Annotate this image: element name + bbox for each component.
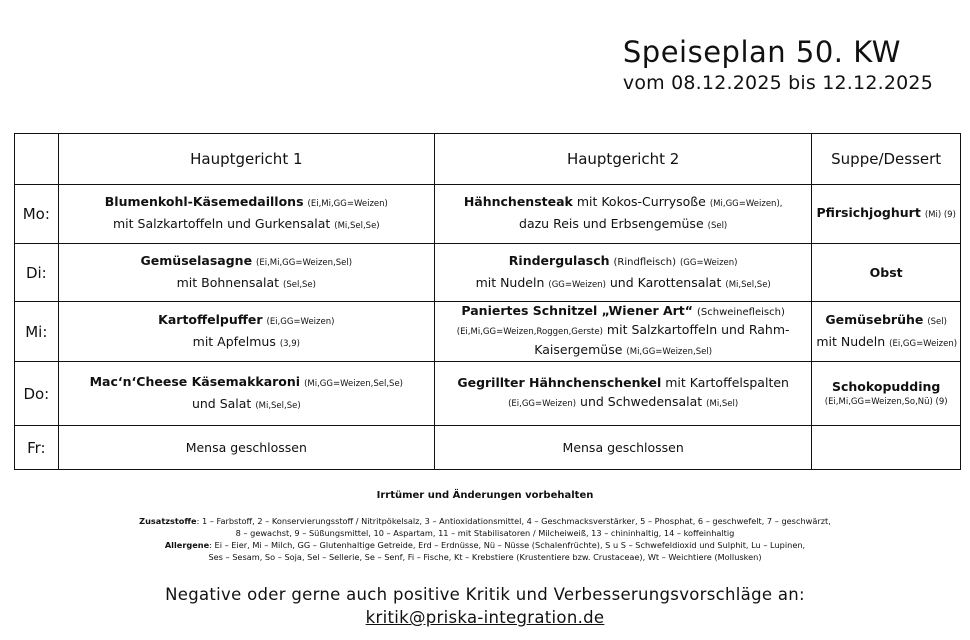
- allergens-text: Ses – Sesam, So – Soja, Sel – Sellerie, Se – Senf, Fi – Fische, Kt – Krebstiere (Krustentiere bzw. Crustaceae), Wt – Weichtiere (Mollusken): [208, 552, 762, 562]
- cell-main1: [58, 185, 434, 244]
- feedback-email-link[interactable]: kritik@priska-integration.de: [365, 608, 605, 627]
- date-range: vom 08.12.2025 bis 12.12.2025: [622, 72, 933, 94]
- allergen-code: (Mi,GG=Weizen),: [709, 199, 783, 209]
- allergen-code: (3,9): [279, 338, 300, 349]
- closed-notice: Mensa geschlossen: [185, 440, 307, 455]
- menu-table: [14, 133, 961, 470]
- cell-main2: [434, 244, 811, 302]
- table-row: [15, 302, 961, 362]
- allergen-code: (Mi,Sel,Se): [255, 400, 301, 411]
- dish-name: Hähnchensteak: [463, 194, 573, 209]
- dish-name: Mac‘n‘Cheese Käsemakkaroni: [89, 373, 301, 389]
- day-label: Mi:: [15, 302, 59, 362]
- table-row: [15, 185, 961, 244]
- dish-description: (Schweinefleisch): [696, 307, 785, 318]
- cell-soup-dessert: [812, 185, 961, 244]
- additives-text: 8 – gewachst, 9 – Süßungsmittel, 10 – Aspartam, 11 – mit Stabilisatoren / Milcheiweiß, 13 – chininhaltig, 14 – koffeinhaltig: [235, 528, 735, 538]
- allergen-code: (Ei,GG=Weizen): [266, 316, 335, 327]
- dish-name: Schokopudding: [831, 379, 941, 394]
- allergen-code: (Ei,Mi,GG=Weizen,Roggen,Gerste): [456, 327, 603, 337]
- dish-side: Kaisergemüse: [534, 342, 623, 357]
- dish-side: mit Bohnensalat: [176, 274, 280, 290]
- cell-soup-dessert: [812, 426, 961, 470]
- dish-name: Gemüselasagne: [140, 252, 253, 268]
- dish-side: und Karottensalat: [609, 274, 722, 290]
- dish-name: Kartoffelpuffer: [158, 311, 263, 327]
- allergen-code: (Mi,Sel,Se): [334, 221, 380, 231]
- allergen-code: (Ei,Mi,GG=Weizen,Sel): [256, 257, 353, 268]
- cell-main1: [58, 362, 434, 426]
- additives-legend: [0, 515, 970, 563]
- day-label: Mo:: [15, 185, 59, 244]
- dish-side: mit Apfelmus: [192, 333, 276, 349]
- dish-name: Paniertes Schnitzel „Wiener Art“: [461, 303, 693, 318]
- column-header-day: [15, 134, 59, 185]
- cell-main1: [58, 426, 434, 470]
- dish-name: Gegrillter Hähnchenschenkel: [457, 375, 662, 390]
- disclaimer: Irrtümer und Änderungen vorbehalten: [376, 490, 594, 501]
- cell-soup-dessert: [812, 244, 961, 302]
- cell-main2: [434, 426, 811, 470]
- allergen-code: (Sel): [707, 221, 728, 231]
- allergen-code: (Ei,GG=Weizen): [889, 338, 958, 349]
- allergens-text: : Ei – Eier, Mi – Milch, GG – Glutenhaltige Getreide, Erd – Erdnüsse, Nü – Nüsse (Schalenfrüchte), S u S – Schwefeldioxid und Sulphit, Lu – Lupinen,: [209, 540, 806, 550]
- dish-description: (Rindfleisch): [613, 256, 676, 268]
- allergen-code: (Mi,Sel,Se): [725, 279, 771, 290]
- cell-main2: [434, 185, 811, 244]
- dish-side: mit Salzkartoffeln und Rahm-: [606, 322, 790, 337]
- allergen-code: (Ei,Mi,GG=Weizen,So,Nü) (9): [824, 397, 948, 407]
- allergen-code: (Ei,Mi,GG=Weizen): [307, 199, 388, 209]
- allergen-code: (GG=Weizen): [679, 257, 738, 268]
- column-header-main1: Hauptgericht 1: [58, 134, 434, 185]
- table-row: [15, 362, 961, 426]
- closed-notice: Mensa geschlossen: [562, 440, 684, 455]
- cell-main2: [434, 302, 811, 362]
- cell-soup-dessert: [812, 302, 961, 362]
- dish-side: mit Nudeln: [816, 333, 886, 349]
- allergens-label: Allergene: [164, 540, 210, 550]
- allergen-code: (Mi) (9): [924, 210, 956, 220]
- cell-soup-dessert: [812, 362, 961, 426]
- dish-name: Blumenkohl-Käsemedaillons: [104, 194, 304, 209]
- dish-name: Obst: [869, 265, 903, 280]
- table-header-row: [15, 134, 961, 185]
- column-header-soup-dessert: Suppe/Dessert: [812, 134, 961, 185]
- cell-main1: [58, 302, 434, 362]
- allergen-code: (Sel): [927, 316, 947, 327]
- cell-main2: [434, 362, 811, 426]
- allergen-code: (Mi,GG=Weizen,Sel,Se): [304, 378, 403, 389]
- column-header-main2: Hauptgericht 2: [434, 134, 811, 185]
- additives-text: : 1 – Farbstoff, 2 – Konservierungsstoff / Nitritpökelsalz, 3 – Antioxidationsmittel, 4 – Geschmacksverstärker, 5 – Phosphat, 6 – geschwefelt, 7 – geschwärzt,: [196, 516, 831, 526]
- dish-side: und Schwedensalat: [580, 394, 703, 409]
- table-row: [15, 426, 961, 470]
- dish-side: und Salat: [191, 395, 252, 411]
- allergen-code: (GG=Weizen): [548, 279, 606, 290]
- dish-description: mit Kartoffelspalten: [665, 375, 789, 390]
- feedback-section: [0, 583, 970, 629]
- dish-name: Pfirsichjoghurt: [816, 205, 921, 220]
- page-title: Speiseplan 50. KW: [622, 35, 901, 69]
- feedback-text: Negative oder gerne auch positive Kritik und Verbesserungsvorschläge an:: [165, 585, 805, 604]
- dish-side: dazu Reis und Erbsengemüse: [519, 216, 704, 231]
- dish-name: Gemüsebrühe: [825, 311, 924, 327]
- day-label: Di:: [15, 244, 59, 302]
- dish-description: mit Kokos-Currysoße: [576, 194, 706, 209]
- dish-name: Rindergulasch: [508, 252, 610, 268]
- cell-main1: [58, 244, 434, 302]
- allergen-code: (Mi,Sel): [706, 399, 739, 409]
- day-label: Fr:: [15, 426, 59, 470]
- dish-side: mit Nudeln: [475, 274, 545, 290]
- dish-side: mit Salzkartoffeln und Gurkensalat: [112, 216, 331, 231]
- additives-label: Zusatzstoffe: [139, 516, 197, 526]
- allergen-code: (Mi,GG=Weizen,Sel): [626, 347, 713, 357]
- allergen-code: (Sel,Se): [283, 279, 316, 290]
- table-row: [15, 244, 961, 302]
- allergen-code: (Ei,GG=Weizen): [508, 399, 577, 409]
- page-header: [623, 34, 933, 96]
- day-label: Do:: [15, 362, 59, 426]
